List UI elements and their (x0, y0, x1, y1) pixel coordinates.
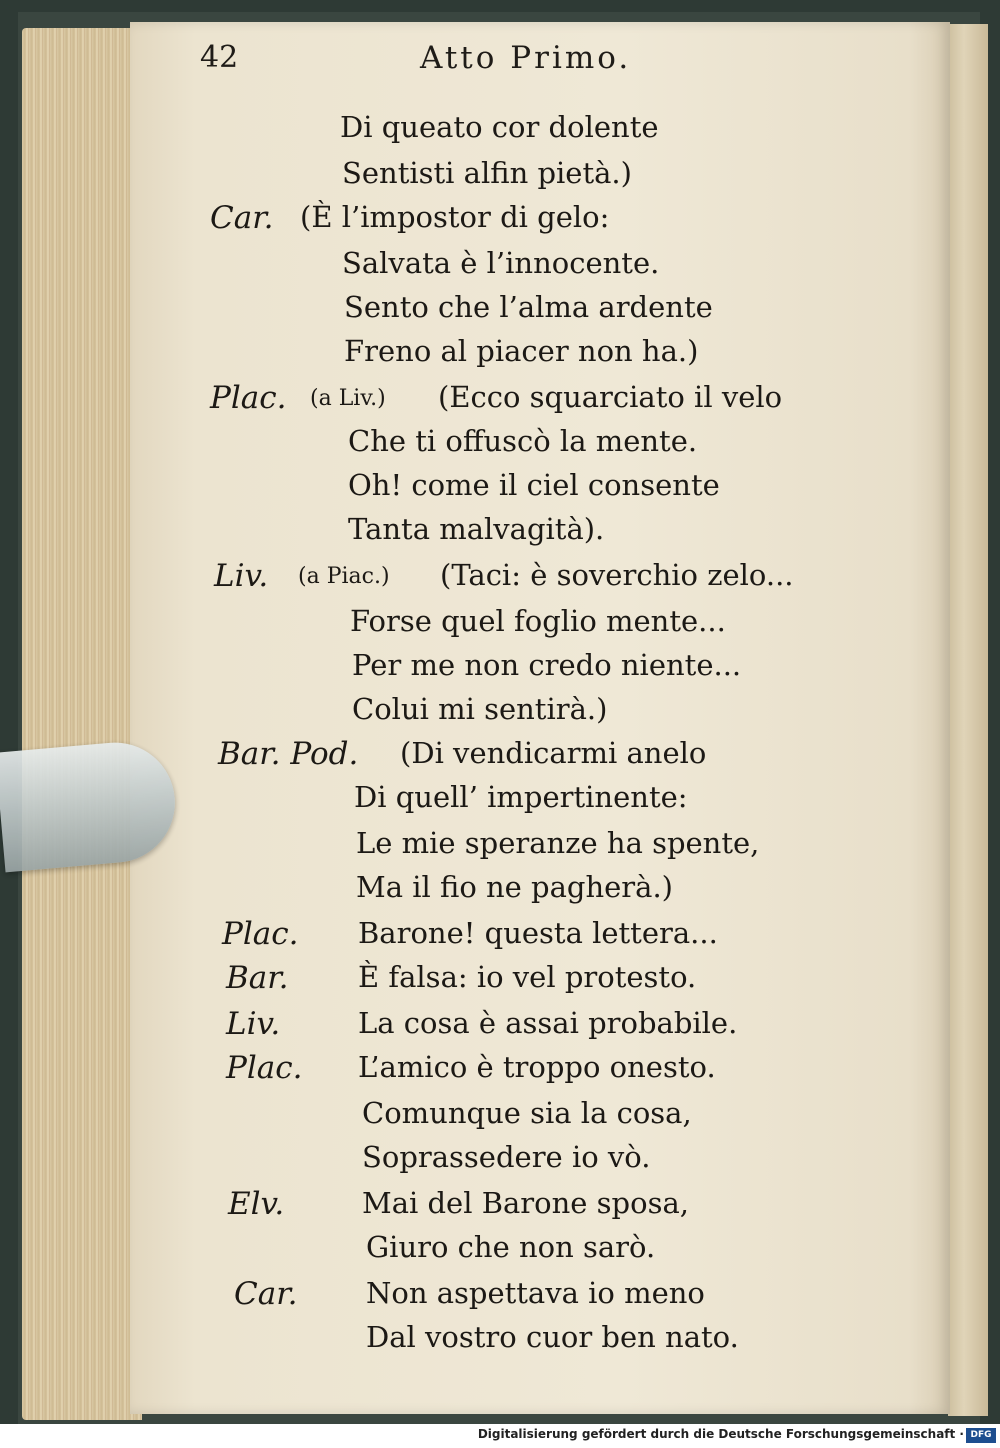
verse-text: La cosa è assai probabile. (358, 1006, 738, 1040)
verse-text: (È l’impostor di gelo: (300, 200, 610, 234)
verse-line (0, 246, 1000, 292)
verse-text: Comunque sia la cosa, (362, 1096, 692, 1130)
verse-line (0, 200, 1000, 246)
footer-bar (0, 1424, 1000, 1448)
verse-line (0, 512, 1000, 558)
speaker-label: Plac. (222, 916, 299, 952)
verse-text: Di queato cor dolente (340, 110, 659, 144)
dfg-logo-icon: DFG (966, 1428, 996, 1443)
verse-line (0, 156, 1000, 202)
verse-text: (Taci: è soverchio zelo... (440, 558, 794, 592)
verse-line (0, 604, 1000, 650)
verse-text: Tanta malvagità). (348, 512, 605, 546)
speaker-label: Car. (234, 1276, 298, 1312)
verse-line (0, 334, 1000, 380)
verse-line (0, 1230, 1000, 1276)
verse-text: Oh! come il ciel consente (348, 468, 720, 502)
verse-line (0, 468, 1000, 514)
page-number: 42 (200, 40, 239, 75)
stage-direction: (a Liv.) (310, 386, 386, 411)
verse-text: Che ti offuscò la mente. (348, 424, 698, 458)
running-head (200, 40, 900, 90)
verse-line (0, 290, 1000, 336)
verse-text: (Ecco squarciato il velo (438, 380, 783, 414)
verse-text: Sento che l’alma ardente (344, 290, 713, 324)
verse-line (0, 692, 1000, 738)
verse-text: Giuro che non sarò. (366, 1230, 656, 1264)
verse-text: Le mie speranze ha spente, (356, 826, 760, 860)
verse-line (0, 380, 1000, 426)
verse-text: Freno al piacer non ha.) (344, 334, 699, 368)
stage-direction: (a Piac.) (298, 564, 390, 589)
verse-line (0, 110, 1000, 156)
speaker-label: Liv. (214, 558, 269, 594)
verse-line (0, 1050, 1000, 1096)
verse-line (0, 1320, 1000, 1366)
verse-text: L’amico è troppo onesto. (358, 1050, 716, 1084)
verse-text: Forse quel foglio mente... (350, 604, 726, 638)
verse-line (0, 870, 1000, 916)
verse-line (0, 1186, 1000, 1232)
verse-line (0, 424, 1000, 470)
verse-line (0, 1140, 1000, 1186)
speaker-label: Plac. (210, 380, 287, 416)
verse-line (0, 960, 1000, 1006)
verse-line (0, 558, 1000, 604)
verse-line (0, 1096, 1000, 1142)
verse-text: Barone! questa lettera... (358, 916, 718, 950)
verse-line (0, 648, 1000, 694)
verse-text: Di quell’ impertinente: (354, 780, 688, 814)
verse-text: Soprassedere io vò. (362, 1140, 651, 1174)
verse-text: Salvata è l’innocente. (342, 246, 660, 280)
verse-text: Dal vostro cuor ben nato. (366, 1320, 739, 1354)
verse-text: Mai del Barone sposa, (362, 1186, 689, 1220)
funding-credit: Digitalisierung gefördert durch die Deutsche Forschungsgemeinschaft · (477, 1427, 964, 1441)
verse-text: Per me non credo niente... (352, 648, 742, 682)
verse-line (0, 1006, 1000, 1052)
verse-line (0, 1276, 1000, 1322)
running-head-title: Atto Primo. (420, 40, 632, 76)
verse-text: (Di vendicarmi anelo (400, 736, 707, 770)
verse-line (0, 916, 1000, 962)
verse-text: È falsa: io vel protesto. (358, 960, 697, 994)
verse-text: Ma il fio ne pagherà.) (356, 870, 673, 904)
speaker-label: Liv. (226, 1006, 281, 1042)
speaker-label: Car. (210, 200, 274, 236)
verse-text: Colui mi sentirà.) (352, 692, 608, 726)
speaker-label: Plac. (226, 1050, 303, 1086)
verse-text: Non aspettava io meno (366, 1276, 705, 1310)
verse-text: Sentisti alfin pietà.) (342, 156, 632, 190)
speaker-label: Elv. (228, 1186, 285, 1222)
speaker-label: Bar. (226, 960, 289, 996)
speaker-label: Bar. Pod. (218, 736, 359, 772)
